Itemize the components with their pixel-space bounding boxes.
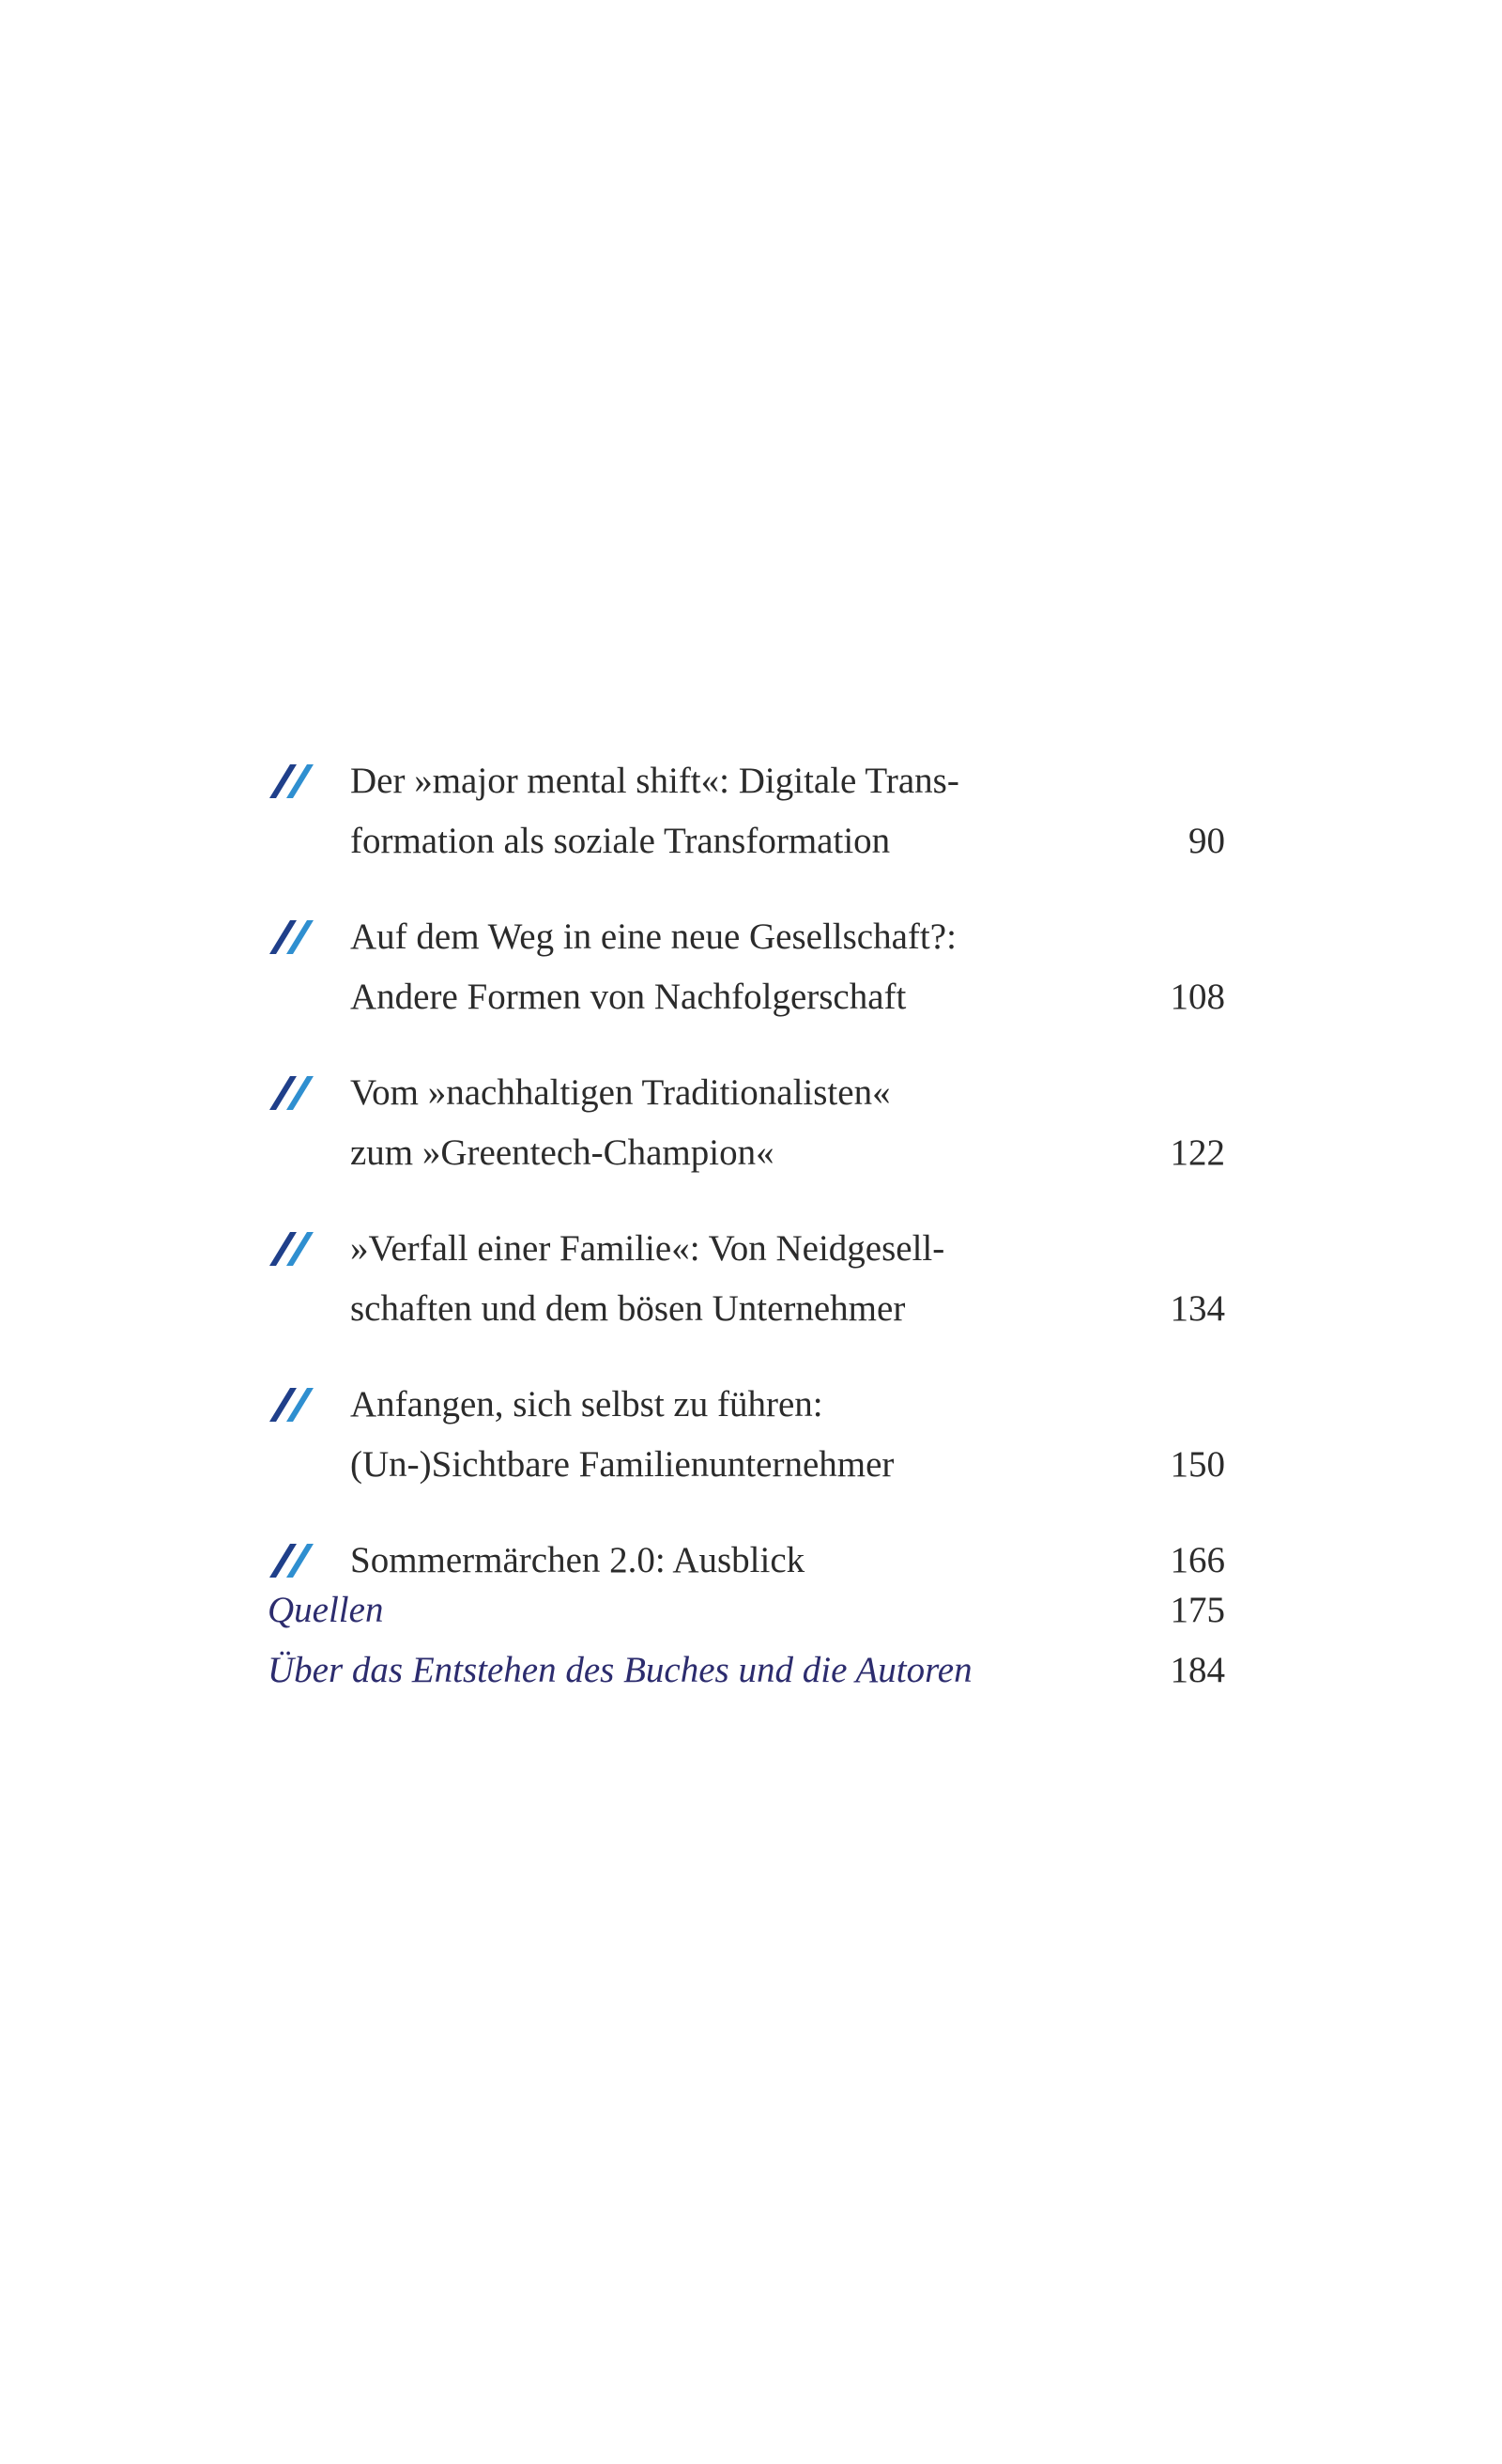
toc-entry[interactable]	[268, 1063, 1225, 1183]
entry-title-line-1: Auf dem Weg in eine neue Gesellschaft?:	[350, 916, 957, 957]
entry-title-line-2: formation als soziale Transformation	[350, 821, 891, 861]
appendix-title: Über das Entstehen des Buches und die Autoren	[268, 1650, 973, 1690]
entry-title-line-2: zum »Greentech-Champion«	[350, 1132, 774, 1173]
entry-title-line-1: Anfangen, sich selbst zu führen:	[350, 1384, 823, 1424]
entry-title-line-2: schaften und dem bösen Unternehmer	[350, 1288, 906, 1329]
page-number: 90	[1188, 821, 1225, 861]
page-number: 184	[1170, 1650, 1225, 1690]
toc-entry[interactable]	[268, 1375, 1225, 1495]
entry-title-line-1: »Verfall einer Familie«: Von Neidgesell-	[350, 1228, 945, 1269]
page-number: 175	[1170, 1590, 1225, 1630]
entry-title-line-1: Sommermärchen 2.0: Ausblick	[350, 1540, 805, 1580]
appendix-list	[268, 1580, 1225, 1701]
double-slash-icon	[268, 1230, 316, 1268]
page-number: 150	[1170, 1444, 1225, 1485]
double-slash-icon	[268, 918, 316, 956]
double-slash-icon	[268, 1386, 316, 1424]
appendix-entry-sources[interactable]	[268, 1580, 1225, 1640]
table-of-contents	[268, 751, 1225, 1626]
toc-entry[interactable]	[268, 751, 1225, 871]
page-number: 108	[1170, 977, 1225, 1017]
double-slash-icon	[268, 1542, 316, 1579]
toc-entry[interactable]	[268, 907, 1225, 1027]
double-slash-icon	[268, 1074, 316, 1112]
entry-title-line-2: Andere Formen von Nachfolgerschaft	[350, 977, 907, 1017]
page-number: 134	[1170, 1288, 1225, 1329]
page-number: 122	[1170, 1132, 1225, 1173]
entry-title-line-1: Der »major mental shift«: Digitale Trans-	[350, 761, 959, 801]
entry-title-line-2: (Un-)Sichtbare Familienunternehmer	[350, 1444, 895, 1485]
toc-entry[interactable]	[268, 1219, 1225, 1339]
appendix-title: Quellen	[268, 1590, 384, 1630]
appendix-entry-about[interactable]	[268, 1640, 1225, 1701]
page-number: 166	[1170, 1540, 1225, 1580]
double-slash-icon	[268, 762, 316, 800]
entry-title-line-1: Vom »nachhaltigen Traditionalisten«	[350, 1072, 891, 1113]
